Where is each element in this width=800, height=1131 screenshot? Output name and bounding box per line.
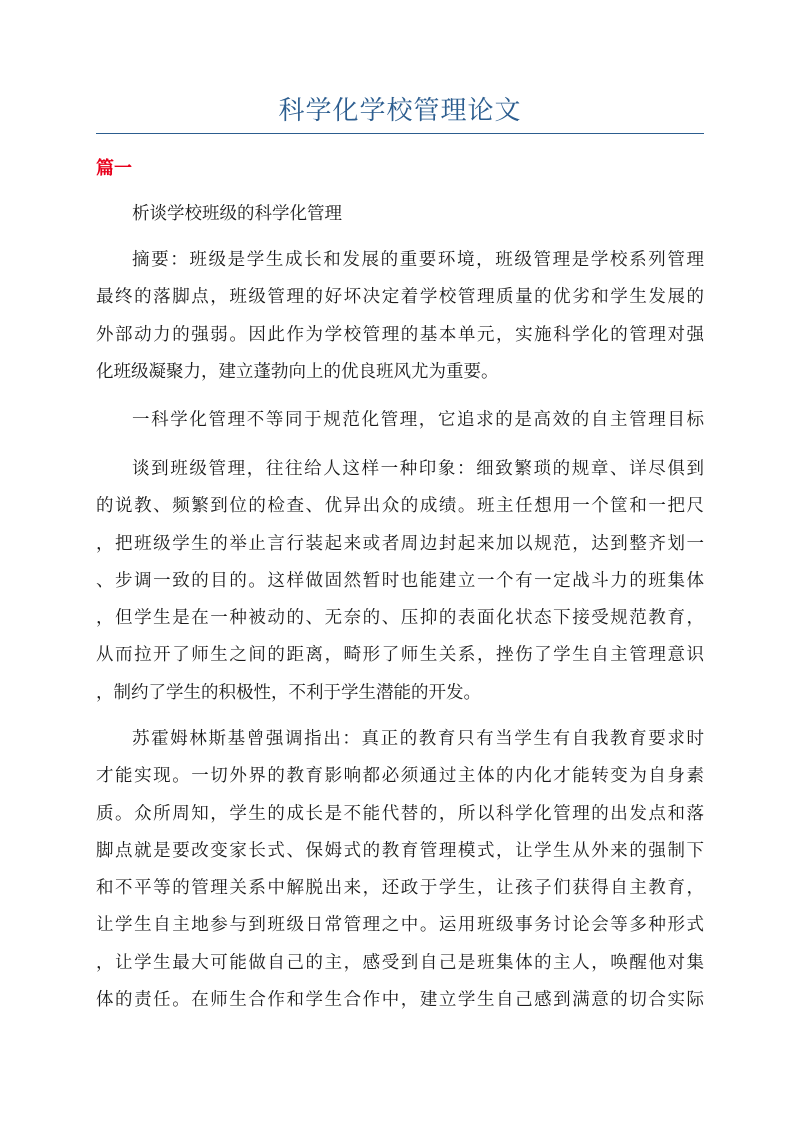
section-heading: 篇一 <box>96 158 132 179</box>
paragraph-line: 外部动力的强弱。因此作为学校管理的基本单元，实施科学化的管理对强 <box>96 324 704 345</box>
paragraph-line: 质。众所周知，学生的成长是不能代替的，所以科学化管理的出发点和落 <box>96 803 704 824</box>
paragraph-line: 的说教、频繁到位的检查、优异出众的成绩。班主任想用一个筐和一把尺 <box>96 496 704 517</box>
paragraph-line: 才能实现。一切外界的教育影响都必须通过主体的内化才能转变为自身素 <box>96 766 704 787</box>
paragraph-line: 最终的落脚点，班级管理的好坏决定着学校管理质量的优劣和学生发展的 <box>96 287 704 308</box>
paragraph-line: 和不平等的管理关系中解脱出来，还政于学生，让孩子们获得自主教育， <box>96 878 704 899</box>
subtitle-line: 析谈学校班级的科学化管理 <box>132 204 342 224</box>
paragraph-line: 一科学化管理不等同于规范化管理，它追求的是高效的自主管理目标 <box>132 410 704 430</box>
paragraph-line: ，制约了学生的积极性，不利于学生潜能的开发。 <box>96 682 481 703</box>
paragraph-line: 摘要：班级是学生成长和发展的重要环境，班级管理是学校系列管理 <box>132 250 704 270</box>
paragraph-line: 谈到班级管理，往往给人这样一种印象：细致繁琐的规章、详尽俱到 <box>132 459 704 479</box>
paragraph-line: 苏霍姆林斯基曾强调指出：真正的教育只有当学生有自我教育要求时 <box>132 729 704 749</box>
paragraph-line: ，但学生是在一种被动的、无奈的、压抑的表面化状态下接受规范教育， <box>96 608 704 629</box>
paragraph-line: ，让学生最大可能做自己的主，感受到自己是班集体的主人，唤醒他对集 <box>96 952 704 973</box>
paragraph-abstract <box>96 242 704 391</box>
article-subtitle <box>96 196 704 233</box>
paragraph-class-management <box>96 451 704 712</box>
paragraph-line: 化班级凝聚力，建立蓬勃向上的优良班风尤为重要。 <box>96 361 499 382</box>
paragraph-sukhomlinsky <box>96 721 704 1019</box>
document-title: 科学化学校管理论文 <box>278 96 522 126</box>
paragraph-line: ，把班级学生的举止言行装起来或者周边封起来加以规范，达到整齐划一 <box>96 533 704 554</box>
paragraph-line: 脚点就是要改变家长式、保姆式的教育管理模式，让学生从外来的强制下 <box>96 840 704 861</box>
paragraph-point-one <box>96 402 704 439</box>
paragraph-line: 、步调一致的目的。这样做固然暂时也能建立一个有一定战斗力的班集体 <box>96 570 704 591</box>
paragraph-line: 从而拉开了师生之间的距离，畸形了师生关系，挫伤了学生自主管理意识 <box>96 645 704 666</box>
paragraph-line: 让学生自主地参与到班级日常管理之中。运用班级事务讨论会等多种形式 <box>96 915 704 936</box>
paragraph-line: 体的责任。在师生合作和学生合作中，建立学生自己感到满意的切合实际 <box>96 990 704 1011</box>
title-divider <box>96 133 704 134</box>
